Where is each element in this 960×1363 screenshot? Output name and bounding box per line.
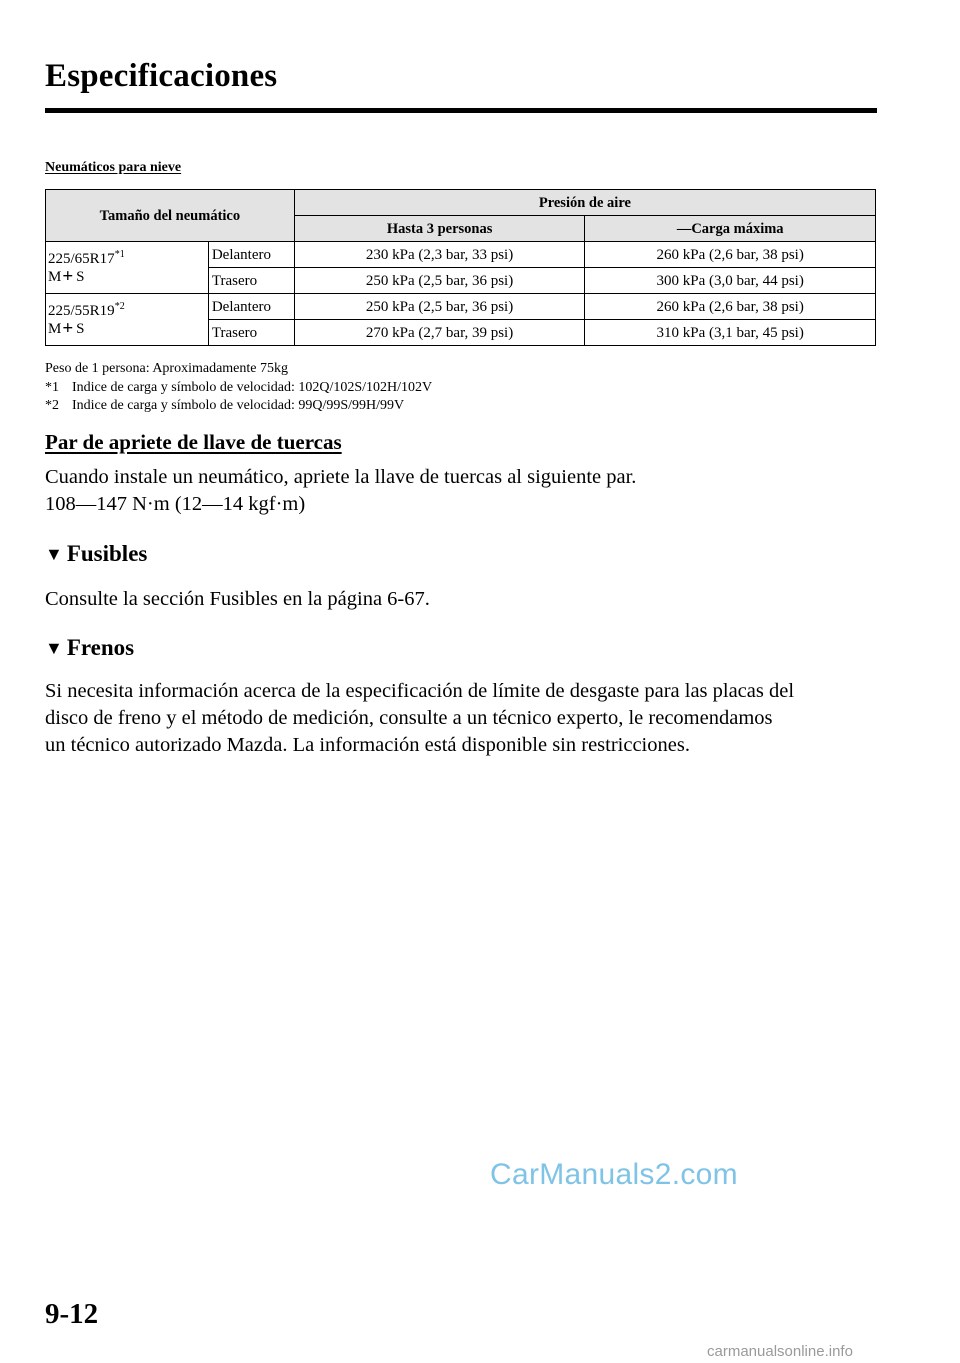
footnote-1 [45, 379, 432, 398]
watermark: CarManuals2.com [490, 1158, 738, 1191]
page-title: Especificaciones [45, 58, 278, 94]
plus-icon: + [62, 265, 74, 287]
lug-nut-line-2: 108―147 N·m (12―14 kgf·m) [45, 493, 306, 515]
pressure-cell: 260 kPa (2,6 bar, 38 psi) [585, 242, 876, 268]
footnote-2 [45, 397, 432, 416]
fuses-heading-label: Fusibles [66, 541, 148, 566]
header-up-to-3: Hasta 3 personas [294, 216, 585, 242]
footnote-mark: *1 [114, 248, 125, 260]
lug-nut-line-1: Cuando instale un neumático, apriete la llave de tuercas al siguiente par. [45, 466, 637, 488]
footnote-1-mark: *1 [45, 379, 59, 395]
tire-size: 225/65R17 [48, 250, 115, 267]
weight-note: Peso de 1 persona: Aproximadamente 75kg [45, 361, 289, 376]
brakes-line-2: disco de freno y el método de medición, consulte a un técnico experto, le recomendamos [45, 707, 773, 729]
lug-nut-text [45, 464, 636, 518]
fuses-text: Consulte la sección Fusibles en la página 6-67. [45, 588, 430, 610]
brakes-heading-label: Frenos [66, 635, 135, 660]
plus-icon: + [62, 317, 74, 339]
footnote-mark: *2 [114, 300, 125, 312]
pressure-cell: 270 kPa (2,7 bar, 39 psi) [294, 320, 585, 346]
triangle-down-icon: ▼ [45, 637, 63, 658]
header-air-pressure: Presión de aire [294, 190, 875, 216]
table-row [46, 294, 876, 320]
fuses-heading [45, 541, 147, 567]
header-max-load: ―Carga máxima [585, 216, 876, 242]
footnote-2-mark: *2 [45, 398, 59, 413]
header-tire-size: Tamaño del neumático [46, 190, 295, 242]
position-cell: Delantero [208, 242, 294, 268]
table-row [46, 242, 876, 268]
ms-m: M [48, 320, 62, 337]
snow-tires-label: Neumáticos para nieve [45, 160, 182, 175]
page-number: 9-12 [45, 1298, 99, 1330]
pressure-cell: 230 kPa (2,3 bar, 33 psi) [294, 242, 585, 268]
tire-size-cell [46, 294, 209, 346]
pressure-cell: 300 kPa (3,0 bar, 44 psi) [585, 268, 876, 294]
footnote-2-text: Indice de carga y símbolo de velocidad: 99Q/99S/99H/99V [72, 398, 405, 413]
pressure-cell: 260 kPa (2,6 bar, 38 psi) [585, 294, 876, 320]
brakes-line-3: un técnico autorizado Mazda. La información está disponible sin restricciones. [45, 734, 690, 756]
tire-size: 225/55R19 [48, 302, 115, 319]
brakes-text [45, 678, 794, 759]
table-notes [45, 360, 432, 416]
pressure-cell: 310 kPa (3,1 bar, 45 psi) [585, 320, 876, 346]
ms-s: S [76, 320, 85, 337]
triangle-down-icon: ▼ [45, 543, 63, 564]
footer-site: carmanualsonline.info [707, 1343, 853, 1360]
brakes-heading [45, 635, 134, 661]
snow-tire-pressure-table [45, 189, 876, 346]
lug-nut-heading: Par de apriete de llave de tuercas [45, 430, 342, 454]
position-cell: Trasero [208, 320, 294, 346]
position-cell: Trasero [208, 268, 294, 294]
footnote-1-text: Indice de carga y símbolo de velocidad: 102Q/102S/102H/102V [72, 379, 433, 395]
ms-s: S [76, 268, 85, 285]
pressure-cell: 250 kPa (2,5 bar, 36 psi) [294, 268, 585, 294]
brakes-line-1: Si necesita información acerca de la especificación de límite de desgaste para las placas del [45, 680, 795, 702]
position-cell: Delantero [208, 294, 294, 320]
tire-size-cell [46, 242, 209, 294]
ms-m: M [48, 268, 62, 285]
pressure-cell: 250 kPa (2,5 bar, 36 psi) [294, 294, 585, 320]
header-rule [45, 108, 877, 113]
